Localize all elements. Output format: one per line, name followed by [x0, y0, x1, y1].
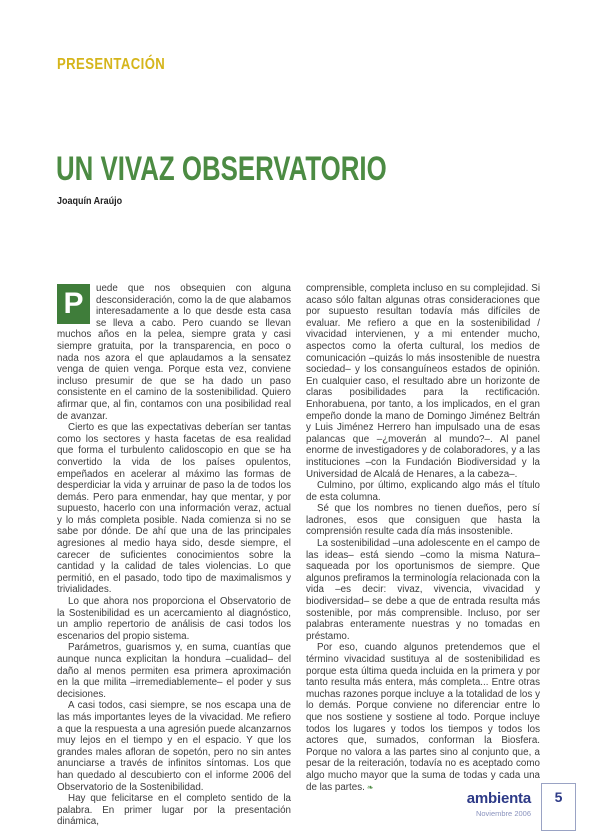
paragraph-text: Por eso, cuando algunos pretendemos que el término vivacidad sustituya al de sostenibilidad es porque esta última queda incluida en la primera y por tanto resulta más entera, más completa... Entre otras muchas razones porque incluye a la totalidad de los y lo demás. Porque conviene no diferenciar entre lo que nos sostiene y sostiene al todo. Porque incluye todos los lugares y todos los tiempos y todos los actores que, sumados, conforman la Biosfera. Porque no valora a las partes sino al conjunto que, a pesar de la reiteración, todavía no es aceptado como algo mucho mayor que la suma de todas y cada una de las partes. [306, 642, 540, 793]
issue-date: Noviembre 2006 [475, 809, 531, 818]
paragraph-text: uede que nos obsequien con alguna desconsideración, como la de que alabamos interesadamente a lo que desde esta casa se lleva a cabo. Pero cuando se llevan muchos años en la pelea, siempre grata y casi siempre gratuita, por la transparencia, en poco o nada nos azora el que aplaudamos a la sensatez venga de quien venga. Porque esta vez, conviene incluso presumir de que se ha dado un paso consistente en el camino de la sostenibilidad. Quiero afirmar que, al fin, contamos con una posibilidad real de avanzar. [57, 283, 291, 422]
paragraph [306, 642, 540, 793]
magazine-name: ambienta [466, 790, 531, 807]
article-body [57, 283, 541, 828]
column-left [57, 283, 291, 828]
drop-cap: P [57, 284, 90, 324]
paragraph: Parámetros, guarismos y, en suma, cuantías que aunque nunca explicitan la hondura –cualidad– del daño al menos permiten esa primera aproximación en la que milita –irremediablemente– el poder y sus decisiones. [57, 642, 291, 700]
paragraph [57, 283, 291, 422]
paragraph: Cierto es que las expectativas deberían ser tantas como los sectores y hasta facetas de esa realidad que forma el turbulento calidoscopio en que se ha convertido la vida de los países opulentos, empeñados en acelerar al máximo las formas de desperdiciar la vida y arruinar de paso la de todos los demás. Pero para enmendar, hay que mentar, y por supuesto, hacerlo con una información veraz, actual y lo más completa posible. Nada comienza si no se sabe por dónde. De ahí que una de las principales agresiones al medio haya sido, desde siempre, el carecer de suficientes conocimientos sobre la cantidad y la calidad de tales violencias. Lo que permitió, en el pasado, todo tipo de maximalismos y trivialidades. [57, 422, 291, 596]
paragraph: Hay que felicitarse en el completo sentido de la palabra. En primer lugar por la presentación dinámica, [57, 793, 291, 828]
section-label: PRESENTACIÓN [57, 56, 166, 73]
paragraph: Lo que ahora nos proporciona el Observatorio de la Sostenibilidad es un acercamiento al diagnóstico, un amplio repertorio de análisis de casi todos los escenarios del propio sistema. [57, 596, 291, 642]
page-number: 5 [554, 789, 563, 805]
paragraph: comprensible, completa incluso en su complejidad. Si acaso sólo faltan algunas otras consideraciones que por supuesto resultan todavía más difíciles de evaluar. Me refiero a que en la sostenibilidad / vivacidad intervienen, y a mi entender mucho, aspectos como la oferta cultural, los medios de comunicación –quizás lo más insostenible de nuestra sociedad– y los consanguíneos estados de opinión. En cualquier caso, el resultado abre un horizonte de claras posibilidades para la rectificación. Enhorabuena, por tanto, a los implicados, en el gran empeño donde la mano de Domingo Jiménez Beltrán y Luis Jiménez Herrero han impulsado una de esas palancas que –¿moverán al mundo?–. Al panel enorme de investigadores y de colaboradores, y a las instituciones –con la Fundación Biodiversidad y la Universidad de Alcalá de Henares, a la cabeza–. [306, 283, 540, 480]
column-right [306, 283, 540, 828]
paragraph: Culmino, por último, explicando algo más el título de esta columna. [306, 480, 540, 503]
article-title: UN VIVAZ OBSERVATORIO [56, 150, 387, 188]
author-name: Joaquín Araújo [57, 196, 123, 207]
article-end-icon: ❧ [366, 782, 374, 792]
paragraph: A casi todos, casi siempre, se nos escapa una de las más importantes leyes de la vivacidad. Me refiero a que la respuesta a una agresión puede alcanzarnos muy lejos en el tiempo y en el espacio. Y que los grandes males afloran de sopetón, pero no sin antes anunciarse a través de infinitos síntomas. Los que han quedado al descubierto con el informe 2006 del Observatorio de la Sostenibilidad. [57, 700, 291, 793]
page-number-box [541, 783, 576, 831]
paragraph: La sostenibilidad –una adolescente en el campo de las ideas– está siendo –como la misma Natura– saqueada por los oportunismos de siempre. Que algunos prefiramos la terminología relacionada con la vida –es decir: vivaz, vivencia, vivacidad y biodiversidad– se debe a que de entrada resulta más sostenible, por más comprensible. Incluso, por ser palabras enteramente nuestras y no tomadas en préstamo. [306, 538, 540, 642]
paragraph: Sé que los nombres no tienen dueños, pero sí ladrones, esos que consiguen que hasta la comprensión resulte cada día más insostenible. [306, 503, 540, 538]
